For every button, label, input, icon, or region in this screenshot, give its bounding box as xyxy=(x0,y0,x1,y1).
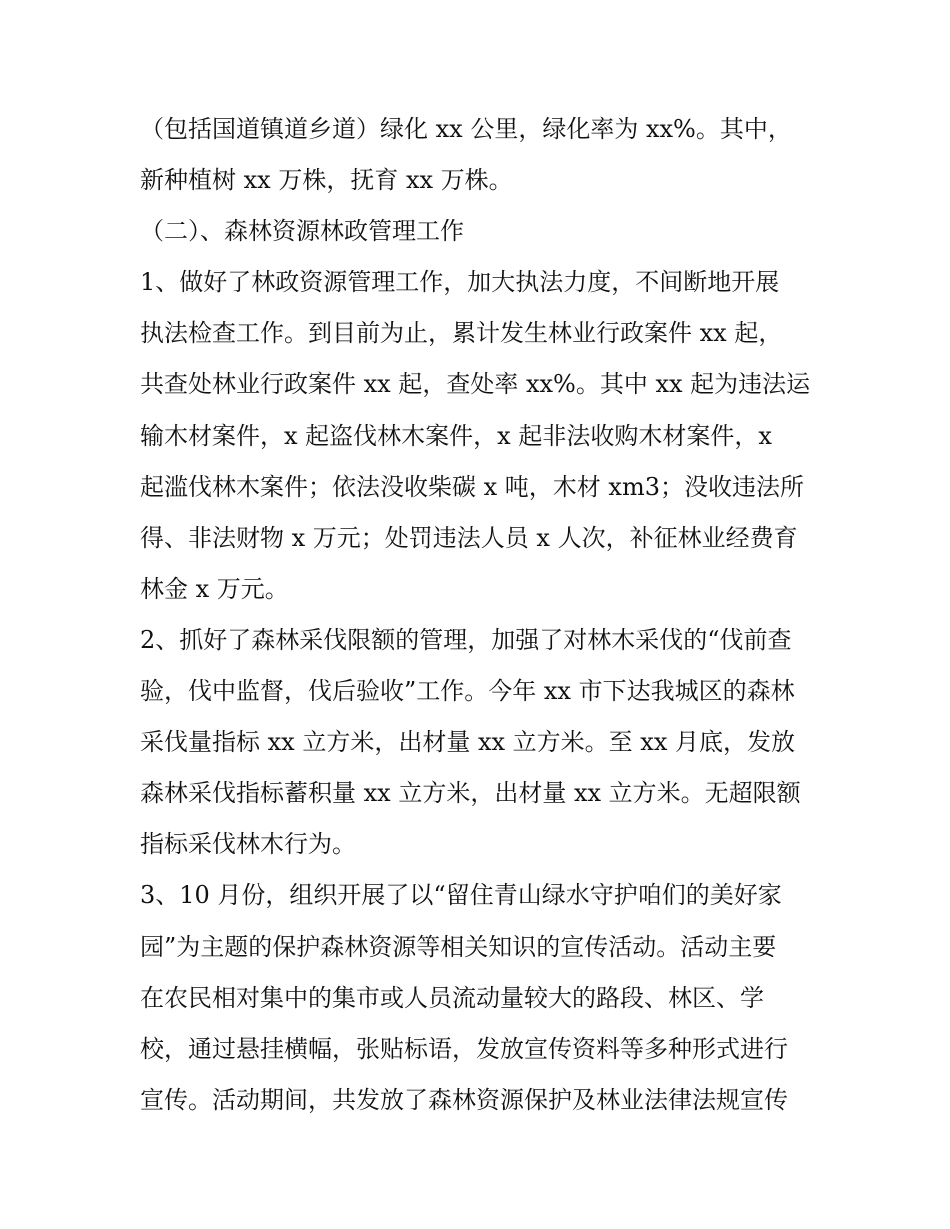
document-body xyxy=(140,104,820,1126)
text-line: 验，伐中监督，伐后验收”工作。今年 xx 市下达我城区的森林 xyxy=(140,677,795,706)
text-line: 校，通过悬挂横幅，张贴标语，发放宣传资料等多种形式进行 xyxy=(140,1034,788,1063)
text-line: 起滥伐林木案件；依法没收柴碳 x 吨，木材 xm3；没收违法所 xyxy=(140,472,804,501)
text-line: 林金 x 万元。 xyxy=(140,574,289,603)
text-line: 宣传。活动期间，共发放了森林资源保护及林业法律法规宣传 xyxy=(140,1085,788,1114)
section-heading: （二）、森林资源林政管理工作 xyxy=(140,217,464,246)
text-line: 指标采伐林木行为。 xyxy=(140,830,356,859)
text-line: 在农民相对集中的集市或人员流动量较大的路段、林区、学 xyxy=(140,983,764,1012)
text-line: 3、10 月份，组织开展了以“留住青山绿水守护咱们的美好家 xyxy=(140,881,782,910)
text-line: 2、抓好了森林采伐限额的管理，加强了对林木采伐的“伐前查 xyxy=(140,625,792,654)
text-line: 共查处林业行政案件 xx 起，查处率 xx%。其中 xx 起为违法运 xyxy=(140,370,811,399)
text-line: 执法检查工作。到目前为止，累计发生林业行政案件 xx 起， xyxy=(140,319,783,348)
text-line: 森林采伐指标蓄积量 xx 立方米，出材量 xx 立方米。无超限额 xyxy=(140,779,801,808)
text-line: 1、做好了林政资源管理工作，加大执法力度，不间断地开展 xyxy=(140,268,780,297)
text-line: 采伐量指标 xx 立方米，出材量 xx 立方米。至 xx 月底，发放 xyxy=(140,728,795,757)
text-line: 输木材案件，x 起盗伐林木案件，x 起非法收购木材案件，x xyxy=(140,421,772,450)
text-line: （包括国道镇道乡道）绿化 xx 公里，绿化率为 xx%。其中， xyxy=(140,115,792,143)
text-line: 得、非法财物 x 万元；处罚违法人员 x 人次，补征林业经费育 xyxy=(140,523,798,552)
text-line: 园”为主题的保护森林资源等相关知识的宣传活动。活动主要 xyxy=(140,932,777,961)
text-line: 新种植树 xx 万株，抚育 xx 万株。 xyxy=(140,166,513,195)
